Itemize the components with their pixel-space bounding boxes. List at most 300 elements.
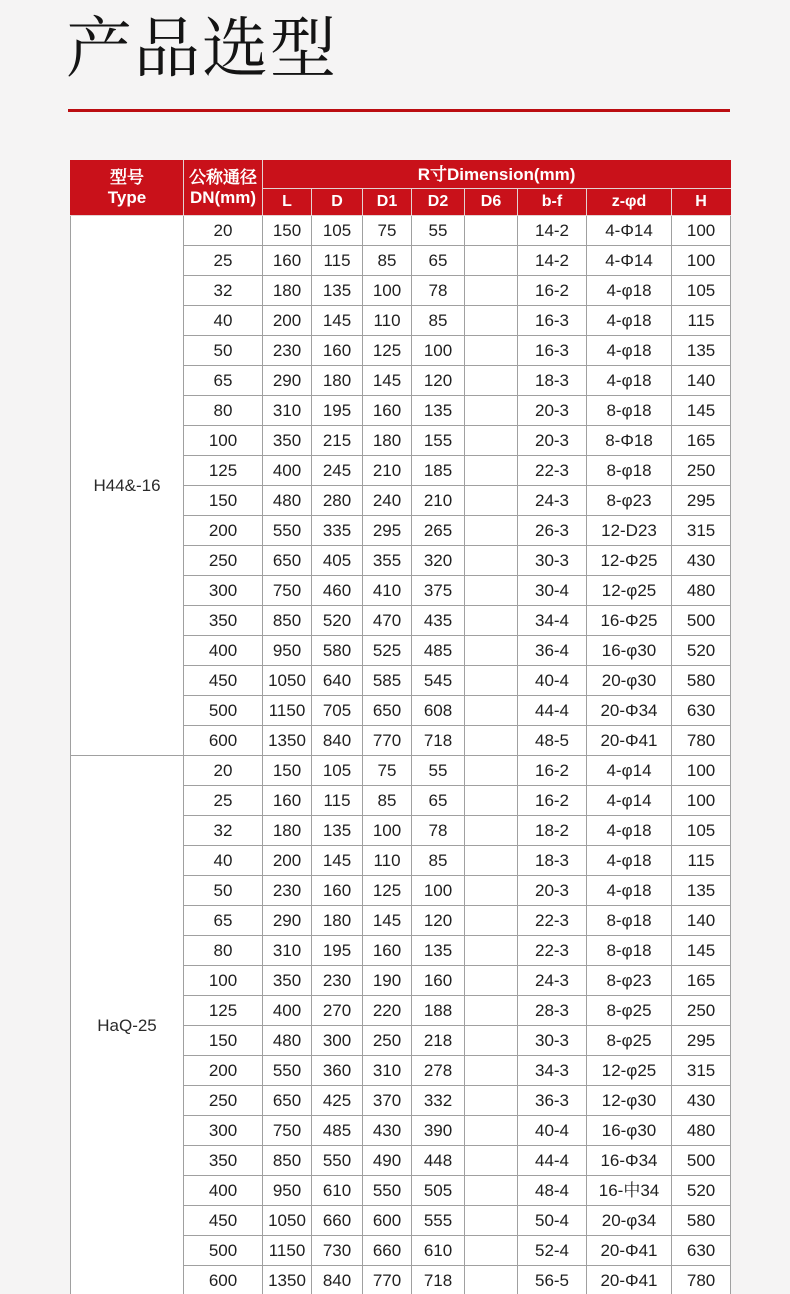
dim-cell: 16-2 — [518, 786, 587, 816]
dim-cell: 585 — [363, 666, 412, 696]
dim-cell: 160 — [312, 876, 363, 906]
dim-cell: 400 — [263, 996, 312, 1026]
dim-cell: 430 — [363, 1116, 412, 1146]
dim-cell: 85 — [412, 846, 465, 876]
dim-cell: 300 — [312, 1026, 363, 1056]
dim-cell: 20-Φ34 — [587, 696, 672, 726]
dim-cell: 315 — [672, 1056, 731, 1086]
dim-cell: 608 — [412, 696, 465, 726]
dim-cell: 16-Φ25 — [587, 606, 672, 636]
dim-cell: 840 — [312, 726, 363, 756]
dim-cell: 950 — [263, 636, 312, 666]
dim-cell: 640 — [312, 666, 363, 696]
dim-cell: 8-φ25 — [587, 1026, 672, 1056]
dim-cell: 55 — [412, 756, 465, 786]
dim-cell: 155 — [412, 426, 465, 456]
dim-cell: 16-3 — [518, 336, 587, 366]
dim-cell: 135 — [672, 876, 731, 906]
page-title: 产品选型 — [66, 11, 338, 85]
dim-cell: 500 — [672, 606, 731, 636]
dim-cell: 630 — [672, 1236, 731, 1266]
dim-cell: 8-Φ18 — [587, 426, 672, 456]
dim-cell: 18-2 — [518, 816, 587, 846]
dn-cell: 150 — [184, 486, 263, 516]
dim-cell: 44-4 — [518, 696, 587, 726]
dim-cell: 18-3 — [518, 846, 587, 876]
dim-cell — [465, 546, 518, 576]
dim-cell: 18-3 — [518, 366, 587, 396]
dim-cell: 350 — [263, 966, 312, 996]
dim-cell: 265 — [412, 516, 465, 546]
dim-cell: 145 — [672, 936, 731, 966]
dim-cell — [465, 306, 518, 336]
dim-cell — [465, 336, 518, 366]
dim-cell: 16-φ30 — [587, 636, 672, 666]
dim-cell: 160 — [312, 336, 363, 366]
dim-cell: 580 — [672, 1206, 731, 1236]
dim-cell: 210 — [412, 486, 465, 516]
dn-cell: 150 — [184, 1026, 263, 1056]
dim-cell: 14-2 — [518, 246, 587, 276]
dim-cell: 145 — [312, 306, 363, 336]
dim-cell: 180 — [263, 276, 312, 306]
dim-cell — [465, 1056, 518, 1086]
dim-cell: 24-3 — [518, 966, 587, 996]
dim-cell: 100 — [363, 816, 412, 846]
dim-cell — [465, 396, 518, 426]
dim-cell: 100 — [672, 246, 731, 276]
dim-cell — [465, 426, 518, 456]
dim-cell: 600 — [363, 1206, 412, 1236]
dn-cell: 400 — [184, 636, 263, 666]
dim-cell: 480 — [672, 1116, 731, 1146]
dim-cell — [465, 696, 518, 726]
dn-cell: 50 — [184, 336, 263, 366]
dim-cell: 220 — [363, 996, 412, 1026]
dim-cell: 16-2 — [518, 756, 587, 786]
col-header-type — [71, 161, 184, 216]
dim-cell: 22-3 — [518, 936, 587, 966]
dim-cell: 140 — [672, 906, 731, 936]
dim-cell: 145 — [672, 396, 731, 426]
dn-cell: 500 — [184, 696, 263, 726]
product-spec-table — [70, 160, 731, 1294]
dim-cell: 135 — [412, 396, 465, 426]
dim-cell: 36-3 — [518, 1086, 587, 1116]
dim-cell: 22-3 — [518, 456, 587, 486]
dim-cell: 100 — [412, 876, 465, 906]
dim-cell: 460 — [312, 576, 363, 606]
dim-cell: 185 — [412, 456, 465, 486]
table-header — [71, 161, 731, 216]
dim-cell: 215 — [312, 426, 363, 456]
dn-cell: 300 — [184, 576, 263, 606]
dim-cell: 120 — [412, 366, 465, 396]
col-header-sub: z-φd — [587, 189, 672, 216]
dim-cell — [465, 906, 518, 936]
dim-cell: 718 — [412, 1266, 465, 1294]
dim-cell: 580 — [312, 636, 363, 666]
dn-cell: 350 — [184, 1146, 263, 1176]
dim-cell: 145 — [363, 366, 412, 396]
dim-cell: 105 — [312, 756, 363, 786]
dim-cell: 20-Φ41 — [587, 1266, 672, 1294]
dn-cell: 32 — [184, 816, 263, 846]
dim-cell — [465, 246, 518, 276]
dn-cell: 125 — [184, 996, 263, 1026]
dim-cell: 22-3 — [518, 906, 587, 936]
dim-cell: 100 — [672, 756, 731, 786]
dim-cell: 480 — [672, 576, 731, 606]
dim-cell: 4-φ14 — [587, 786, 672, 816]
dim-cell: 310 — [263, 396, 312, 426]
dn-cell: 600 — [184, 726, 263, 756]
col-header-sub: L — [263, 189, 312, 216]
dim-cell: 250 — [672, 456, 731, 486]
dim-cell: 410 — [363, 576, 412, 606]
dim-cell: 52-4 — [518, 1236, 587, 1266]
dim-cell: 290 — [263, 906, 312, 936]
dim-cell: 28-3 — [518, 996, 587, 1026]
dim-cell: 140 — [672, 366, 731, 396]
dim-cell — [465, 1116, 518, 1146]
dim-cell: 750 — [263, 576, 312, 606]
dn-cell: 125 — [184, 456, 263, 486]
dim-cell: 195 — [312, 936, 363, 966]
dim-cell: 30-3 — [518, 546, 587, 576]
col-header-type-en: Type — [107, 188, 147, 207]
dim-cell: 630 — [672, 696, 731, 726]
dim-cell: 4-φ18 — [587, 876, 672, 906]
dim-cell: 770 — [363, 1266, 412, 1294]
dim-cell: 160 — [412, 966, 465, 996]
dim-cell — [465, 1206, 518, 1236]
dim-cell — [465, 726, 518, 756]
dim-cell: 550 — [263, 1056, 312, 1086]
dim-cell: 160 — [263, 786, 312, 816]
dim-cell: 1350 — [263, 1266, 312, 1294]
dim-cell: 180 — [312, 366, 363, 396]
dim-cell: 135 — [672, 336, 731, 366]
table-row — [71, 216, 731, 246]
col-header-sub: D1 — [363, 189, 412, 216]
dim-cell: 480 — [263, 486, 312, 516]
dn-cell: 350 — [184, 606, 263, 636]
dim-cell: 405 — [312, 546, 363, 576]
dim-cell: 270 — [312, 996, 363, 1026]
dim-cell: 125 — [363, 336, 412, 366]
dim-cell: 40-4 — [518, 666, 587, 696]
dim-cell: 115 — [672, 306, 731, 336]
header-row-top — [71, 161, 731, 189]
dim-cell: 180 — [363, 426, 412, 456]
dim-cell: 105 — [672, 276, 731, 306]
dim-cell: 160 — [363, 396, 412, 426]
dim-cell: 480 — [263, 1026, 312, 1056]
dim-cell: 4-φ14 — [587, 756, 672, 786]
col-header-sub: D6 — [465, 189, 518, 216]
dim-cell: 230 — [263, 876, 312, 906]
dim-cell: 75 — [363, 756, 412, 786]
dim-cell: 250 — [363, 1026, 412, 1056]
dim-cell: 4-φ18 — [587, 846, 672, 876]
dn-cell: 200 — [184, 516, 263, 546]
dn-cell: 450 — [184, 1206, 263, 1236]
dim-cell: 850 — [263, 1146, 312, 1176]
dn-cell: 80 — [184, 396, 263, 426]
type-cell: HaQ-25 — [71, 756, 184, 1294]
dn-cell: 80 — [184, 936, 263, 966]
dim-cell: 350 — [263, 426, 312, 456]
dim-cell: 730 — [312, 1236, 363, 1266]
dim-cell: 650 — [363, 696, 412, 726]
dim-cell: 660 — [312, 1206, 363, 1236]
dim-cell: 200 — [263, 846, 312, 876]
dim-cell: 400 — [263, 456, 312, 486]
dim-cell: 16-3 — [518, 306, 587, 336]
dim-cell: 100 — [672, 786, 731, 816]
dim-cell: 34-3 — [518, 1056, 587, 1086]
dim-cell: 1150 — [263, 1236, 312, 1266]
dim-cell: 390 — [412, 1116, 465, 1146]
dim-cell: 435 — [412, 606, 465, 636]
dim-cell: 8-φ18 — [587, 936, 672, 966]
dim-cell: 30-4 — [518, 576, 587, 606]
dim-cell: 85 — [363, 786, 412, 816]
dim-cell: 490 — [363, 1146, 412, 1176]
dim-cell: 85 — [363, 246, 412, 276]
dim-cell — [465, 876, 518, 906]
dim-cell: 115 — [672, 846, 731, 876]
dim-cell: 840 — [312, 1266, 363, 1294]
dim-cell: 190 — [363, 966, 412, 996]
dim-cell: 105 — [672, 816, 731, 846]
dim-cell: 165 — [672, 966, 731, 996]
dim-cell: 16-2 — [518, 276, 587, 306]
dim-cell: 310 — [263, 936, 312, 966]
dim-cell: 115 — [312, 786, 363, 816]
col-header-sub: b-f — [518, 189, 587, 216]
dim-cell — [465, 456, 518, 486]
dim-cell: 210 — [363, 456, 412, 486]
dim-cell: 780 — [672, 1266, 731, 1294]
dim-cell: 105 — [312, 216, 363, 246]
dim-cell: 550 — [263, 516, 312, 546]
dim-cell: 150 — [263, 756, 312, 786]
dim-cell: 295 — [672, 1026, 731, 1056]
dim-cell: 650 — [263, 1086, 312, 1116]
dim-cell: 16-φ30 — [587, 1116, 672, 1146]
dim-cell: 505 — [412, 1176, 465, 1206]
dim-cell: 65 — [412, 246, 465, 276]
dim-cell: 332 — [412, 1086, 465, 1116]
dim-cell — [465, 756, 518, 786]
dim-cell: 8-φ23 — [587, 966, 672, 996]
col-header-sub: H — [672, 189, 731, 216]
dim-cell: 278 — [412, 1056, 465, 1086]
dn-cell: 40 — [184, 306, 263, 336]
dim-cell: 180 — [263, 816, 312, 846]
dim-cell — [465, 636, 518, 666]
dim-cell: 85 — [412, 306, 465, 336]
dim-cell: 20-3 — [518, 426, 587, 456]
dn-cell: 250 — [184, 1086, 263, 1116]
dim-cell: 8-φ23 — [587, 486, 672, 516]
dim-cell: 20-Φ41 — [587, 726, 672, 756]
dn-cell: 32 — [184, 276, 263, 306]
col-header-dn — [184, 161, 263, 216]
dim-cell: 470 — [363, 606, 412, 636]
dim-cell: 218 — [412, 1026, 465, 1056]
dn-cell: 50 — [184, 876, 263, 906]
dim-cell: 520 — [672, 1176, 731, 1206]
col-header-type-zh: 型号 — [110, 168, 144, 188]
dn-cell: 100 — [184, 426, 263, 456]
dim-cell: 8-φ18 — [587, 456, 672, 486]
dim-cell: 245 — [312, 456, 363, 486]
dim-cell: 8-φ18 — [587, 906, 672, 936]
dim-cell: 20-Φ41 — [587, 1236, 672, 1266]
dim-cell: 430 — [672, 546, 731, 576]
dim-cell: 425 — [312, 1086, 363, 1116]
dim-cell: 115 — [312, 246, 363, 276]
dim-cell — [465, 816, 518, 846]
dim-cell: 8-φ25 — [587, 996, 672, 1026]
dim-cell — [465, 1266, 518, 1294]
dim-cell: 4-Φ14 — [587, 246, 672, 276]
dim-cell: 240 — [363, 486, 412, 516]
dim-cell: 110 — [363, 846, 412, 876]
dn-cell: 600 — [184, 1266, 263, 1294]
col-header-dn-en: DN(mm) — [189, 188, 257, 207]
dim-cell: 315 — [672, 516, 731, 546]
dim-cell: 20-φ30 — [587, 666, 672, 696]
dim-cell: 150 — [263, 216, 312, 246]
dim-cell — [465, 1146, 518, 1176]
dim-cell: 230 — [312, 966, 363, 996]
col-header-sub: D — [312, 189, 363, 216]
dim-cell: 40-4 — [518, 1116, 587, 1146]
dim-cell: 145 — [363, 906, 412, 936]
dim-cell — [465, 576, 518, 606]
dim-cell: 370 — [363, 1086, 412, 1116]
dim-cell: 56-5 — [518, 1266, 587, 1294]
dn-cell: 300 — [184, 1116, 263, 1146]
dim-cell: 100 — [412, 336, 465, 366]
dn-cell: 20 — [184, 216, 263, 246]
dim-cell: 145 — [312, 846, 363, 876]
dim-cell: 48-5 — [518, 726, 587, 756]
dn-cell: 20 — [184, 756, 263, 786]
dim-cell: 580 — [672, 666, 731, 696]
spec-table-wrap — [70, 160, 730, 1294]
dim-cell — [465, 1176, 518, 1206]
dim-cell: 520 — [312, 606, 363, 636]
dim-cell: 135 — [312, 276, 363, 306]
dim-cell: 555 — [412, 1206, 465, 1236]
dim-cell: 430 — [672, 1086, 731, 1116]
dim-cell: 34-4 — [518, 606, 587, 636]
dim-cell: 120 — [412, 906, 465, 936]
dim-cell — [465, 516, 518, 546]
dim-cell: 135 — [412, 936, 465, 966]
dim-cell: 295 — [363, 516, 412, 546]
dim-cell: 295 — [672, 486, 731, 516]
type-cell: H44&-16 — [71, 216, 184, 756]
dim-cell: 20-3 — [518, 876, 587, 906]
dim-cell — [465, 276, 518, 306]
dim-cell: 100 — [363, 276, 412, 306]
dim-cell: 135 — [312, 816, 363, 846]
dim-cell: 448 — [412, 1146, 465, 1176]
dim-cell: 1050 — [263, 1206, 312, 1236]
dim-cell: 4-φ18 — [587, 336, 672, 366]
dim-cell: 4-Φ14 — [587, 216, 672, 246]
dim-cell — [465, 216, 518, 246]
dim-cell: 110 — [363, 306, 412, 336]
dim-cell: 12-D23 — [587, 516, 672, 546]
dim-cell: 485 — [312, 1116, 363, 1146]
dn-cell: 400 — [184, 1176, 263, 1206]
dim-cell — [465, 366, 518, 396]
dim-cell: 230 — [263, 336, 312, 366]
dim-cell — [465, 486, 518, 516]
dim-cell: 610 — [412, 1236, 465, 1266]
dim-cell: 650 — [263, 546, 312, 576]
dim-cell: 355 — [363, 546, 412, 576]
dim-cell: 16-中34 — [587, 1176, 672, 1206]
dim-cell: 1350 — [263, 726, 312, 756]
dim-cell — [465, 1026, 518, 1056]
dim-cell: 160 — [263, 246, 312, 276]
dim-cell: 55 — [412, 216, 465, 246]
table-row — [71, 756, 731, 786]
dim-cell: 4-φ18 — [587, 276, 672, 306]
dim-cell: 780 — [672, 726, 731, 756]
dn-cell: 450 — [184, 666, 263, 696]
dim-cell: 500 — [672, 1146, 731, 1176]
dim-cell: 12-Φ25 — [587, 546, 672, 576]
dn-cell: 25 — [184, 786, 263, 816]
dim-cell: 770 — [363, 726, 412, 756]
dim-cell: 290 — [263, 366, 312, 396]
dim-cell: 200 — [263, 306, 312, 336]
dim-cell: 44-4 — [518, 1146, 587, 1176]
dim-cell — [465, 786, 518, 816]
dim-cell: 125 — [363, 876, 412, 906]
dim-cell: 12-φ25 — [587, 1056, 672, 1086]
col-header-dimension-group: R寸Dimension(mm) — [263, 161, 731, 189]
dim-cell: 65 — [412, 786, 465, 816]
dim-cell: 8-φ18 — [587, 396, 672, 426]
dim-cell: 78 — [412, 276, 465, 306]
dim-cell — [465, 936, 518, 966]
dim-cell: 20-φ34 — [587, 1206, 672, 1236]
dim-cell: 14-2 — [518, 216, 587, 246]
dim-cell: 4-φ18 — [587, 816, 672, 846]
dn-cell: 65 — [184, 906, 263, 936]
dim-cell: 750 — [263, 1116, 312, 1146]
dim-cell: 48-4 — [518, 1176, 587, 1206]
dim-cell: 165 — [672, 426, 731, 456]
col-header-sub: D2 — [412, 189, 465, 216]
dn-cell: 25 — [184, 246, 263, 276]
dim-cell: 160 — [363, 936, 412, 966]
dim-cell — [465, 666, 518, 696]
dim-cell: 195 — [312, 396, 363, 426]
dn-cell: 250 — [184, 546, 263, 576]
dim-cell: 78 — [412, 816, 465, 846]
